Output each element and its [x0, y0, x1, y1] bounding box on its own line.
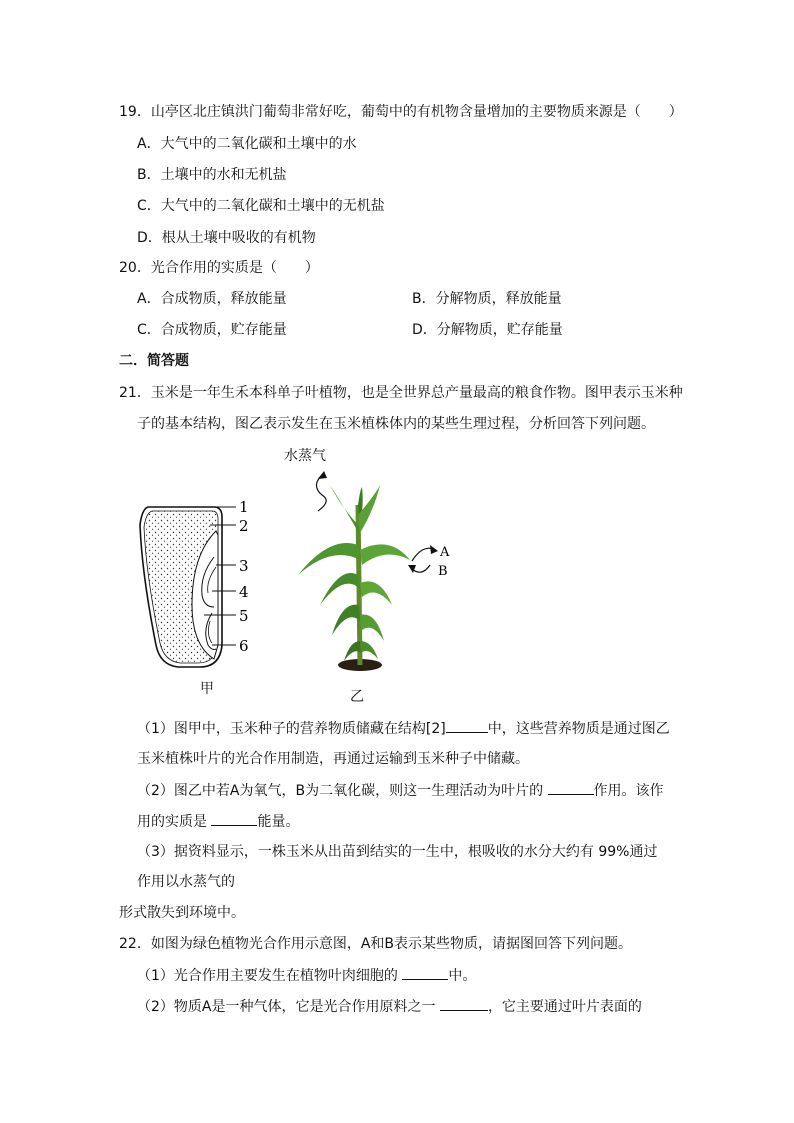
- q21-part2b-text-before: 用的实质是: [137, 814, 212, 830]
- answer-blank[interactable]: [548, 780, 594, 795]
- seed-label-4: 4: [239, 583, 249, 601]
- q19-option-d: D．根从土壤中吸收的有机物: [137, 230, 316, 246]
- q21-part2-line1: [137, 780, 664, 801]
- q22-part1-text-after: 中。: [448, 968, 477, 984]
- q22-part2-text-after: ，它主要通过叶片表面的: [487, 999, 642, 1015]
- corn-seed-diagram: [130, 495, 260, 675]
- q20-option-b: B．分解物质，释放能量: [412, 291, 562, 307]
- q20-option-a: A．合成物质，释放能量: [137, 291, 287, 307]
- q20-option-d: D．分解物质，贮存能量: [412, 322, 563, 338]
- section-heading: 二．简答题: [119, 353, 189, 369]
- q21-part2-text-before: （2）图乙中若A为氧气，B为二氧化碳，则这一生理活动为叶片的: [137, 783, 548, 799]
- q21-part2b-text-after: 能量。: [257, 814, 300, 830]
- q21-part1-text-after: 中，这些营养物质是通过图乙: [487, 721, 670, 737]
- answer-blank[interactable]: [440, 996, 488, 1011]
- q21-part1-text-before: （1）图甲中，玉米种子的营养物质储藏在结构[2]: [137, 721, 446, 737]
- vapor-label: 水蒸气: [284, 448, 326, 464]
- label-b: B: [438, 564, 448, 579]
- plant-caption: 乙: [350, 689, 364, 705]
- answer-blank[interactable]: [402, 965, 448, 980]
- q21-stem-line2: 子的基本结构，图乙表示发生在玉米植株体内的某些生理过程，分析回答下列问题。: [137, 416, 655, 432]
- q22-stem: 22．如图为绿色植物光合作用示意图，A和B表示某些物质，请据图回答下列问题。: [119, 936, 632, 952]
- q21-stem-line1: 21．玉米是一年生禾本科单子叶植物，也是全世界总产量最高的粮食作物。图甲表示玉米种: [119, 385, 683, 401]
- q21-part3-line1: （3）据资料显示，一株玉米从出苗到结实的一生中，根吸收的水分大约有 99%通过: [137, 844, 658, 860]
- q21-part1-line2: 玉米植株叶片的光合作用制造，再通过运输到玉米种子中储藏。: [137, 751, 529, 767]
- q22-part2: [137, 996, 642, 1017]
- label-a: A: [440, 545, 450, 560]
- seed-label-5: 5: [239, 607, 249, 625]
- q19-option-c: C．大气中的二氧化碳和土壤中的无机盐: [137, 198, 385, 214]
- q22-part1-text-before: （1）光合作用主要发生在植物叶肉细胞的: [137, 968, 403, 984]
- q21-part2-text-after: 作用。该作: [593, 783, 664, 799]
- q21-part3-line3: 形式散失到环境中。: [119, 905, 245, 921]
- vapor-arrow: [316, 473, 326, 511]
- q19-stem: 19．山亭区北庄镇洪门葡萄非常好吃，葡萄中的有机物含量增加的主要物质来源是（ ）: [119, 104, 683, 120]
- q22-part1: [137, 965, 476, 986]
- q21-part2-line2: [137, 811, 299, 832]
- seed-label-2: 2: [239, 517, 249, 535]
- q20-option-c: C．合成物质，贮存能量: [137, 322, 287, 338]
- q20-stem: 20．光合作用的实质是（ ）: [119, 260, 319, 276]
- seed-label-1: 1: [239, 498, 249, 516]
- q19-option-b: B．土壤中的水和无机盐: [137, 167, 287, 183]
- seed-label-6: 6: [239, 637, 249, 655]
- q19-option-a: A．大气中的二氧化碳和土壤中的水: [137, 136, 357, 152]
- seed-caption: 甲: [200, 681, 214, 697]
- answer-blank[interactable]: [211, 811, 257, 826]
- q21-part1-line1: [137, 718, 670, 739]
- answer-blank[interactable]: [446, 718, 488, 733]
- seed-label-3: 3: [239, 557, 249, 575]
- q22-part2-text-before: （2）物质A是一种气体，它是光合作用原料之一: [137, 999, 440, 1015]
- corn-plant-diagram: [280, 465, 470, 685]
- q21-part3-line2: 作用以水蒸气的: [137, 874, 235, 890]
